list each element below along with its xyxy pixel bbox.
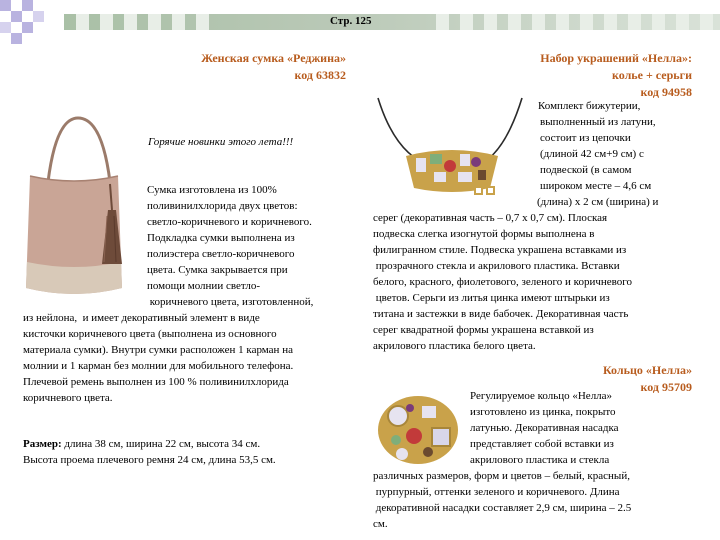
bag-title-name: Женская сумка «Реджина»: [201, 51, 346, 65]
bag-desc-12: молнии и 1 карман без молнии для мобильного телефона.: [23, 360, 294, 372]
page-number: Стр. 125: [330, 15, 372, 27]
ring-desc-7: пурпурный, оттенки зеленого и коричневого. Длина: [373, 486, 620, 498]
bag-size-text: длина 38 см, ширина 22 см, высота 34 см.: [61, 438, 261, 450]
bag-size-label: Размер:: [23, 438, 62, 450]
bag-desc-3: светло-коричневого и коричневого.: [147, 216, 312, 228]
set-desc-9: подвеска слегка изогнутой формы выполнена в: [373, 228, 595, 240]
bag-strap: Высота проема плечевого ремня 24 см, длина 53,5 см.: [23, 454, 276, 466]
set-desc-7: (длина) х 2 см (ширина) и: [537, 196, 659, 208]
set-title: [470, 50, 692, 101]
ring-desc-8: декоративной насадки составляет 2,9 см, ширина – 2.5: [373, 502, 632, 514]
set-desc-5: подвеской (в самом: [540, 164, 632, 176]
set-desc-10: филигранном стиле. Подвеска украшена вставками из: [373, 244, 627, 256]
bag-desc-9: из нейлона, и имеет декоративный элемент в виде: [23, 312, 260, 324]
bag-title-code: код 63832: [294, 68, 346, 82]
ring-title-name: Кольцо «Нелла»: [602, 363, 692, 377]
bag-desc-11: материала сумки). Внутри сумки расположен 1 карман на: [23, 344, 293, 356]
set-desc-11: прозрачного стекла и акрилового пластика. Вставки: [373, 260, 620, 272]
ring-desc-2: изготовлено из цинка, покрыто: [470, 406, 616, 418]
necklace-image: [372, 96, 526, 204]
bag-desc-8: коричневого цвета, изготовленной,: [147, 296, 314, 308]
bag-desc-4: Подкладка сумки выполнена из: [147, 232, 295, 244]
bag-desc-7: помощи молнии светло-: [147, 280, 261, 292]
bag-image: [4, 112, 140, 308]
ring-desc-4: представляет собой вставки из: [470, 438, 614, 450]
bag-desc-10: кисточки коричневого цвета (выполнена из основного: [23, 328, 277, 340]
bag-size: [23, 436, 260, 452]
set-desc-16: акрилового пластика белого цвета.: [373, 340, 536, 352]
ring-image: [372, 384, 464, 472]
set-desc-12: белого, красного, фиолетового, зеленого и коричневого: [373, 276, 632, 288]
header-bar: [0, 0, 720, 46]
set-desc-6: широком месте – 4,6 см: [540, 180, 652, 192]
ring-desc-1: Регулируемое кольцо «Нелла»: [470, 390, 613, 402]
ring-desc-3: латунью. Декоративная насадка: [470, 422, 619, 434]
header-band: [64, 14, 720, 30]
bag-desc-6: цвета. Сумка закрывается при: [147, 264, 288, 276]
set-desc-4: (длиной 42 см+9 см) с: [540, 148, 644, 160]
ring-desc-5: акрилового пластика и стекла: [470, 454, 610, 466]
set-desc-14: титана и застежки в виде бабочек. Декоративная часть: [373, 308, 629, 320]
header-checker-decoration: [0, 0, 64, 46]
bag-title: [150, 50, 346, 84]
bag-desc-2: поливинилхлорида двух цветов:: [147, 200, 298, 212]
set-desc-13: цветов. Серьги из литья цинка имеют штырьки из: [373, 292, 610, 304]
bag-desc-14: коричневого цвета.: [23, 392, 113, 404]
ring-desc-9: см.: [373, 518, 388, 530]
bag-desc-5: полиэстера светло-коричневого: [147, 248, 295, 260]
set-title-code: код 94958: [640, 85, 692, 99]
bag-desc-13: Плечевой ремень выполнен из 100 % поливинилхлорида: [23, 376, 289, 388]
bag-desc-1: Сумка изготовлена из 100%: [147, 184, 277, 196]
set-title-name: Набор украшений «Нелла»:: [540, 51, 692, 65]
set-desc-2: выполненный из латуни,: [540, 116, 656, 128]
bag-tagline: Горячие новинки этого лета!!!: [148, 136, 294, 148]
set-desc-15: серег квадратной формы украшена вставкой из: [373, 324, 594, 336]
set-desc-8: серег (декоративная часть – 0,7 х 0,7 см). Плоская: [373, 212, 608, 224]
set-desc-3: состоит из цепочки: [540, 132, 631, 144]
set-title-sub: колье + серьги: [611, 68, 692, 82]
set-desc-1: Комплект бижутерии,: [538, 100, 641, 112]
ring-desc-6: различных размеров, форм и цветов – белый, красный,: [373, 470, 630, 482]
ring-title-code: код 95709: [640, 380, 692, 394]
